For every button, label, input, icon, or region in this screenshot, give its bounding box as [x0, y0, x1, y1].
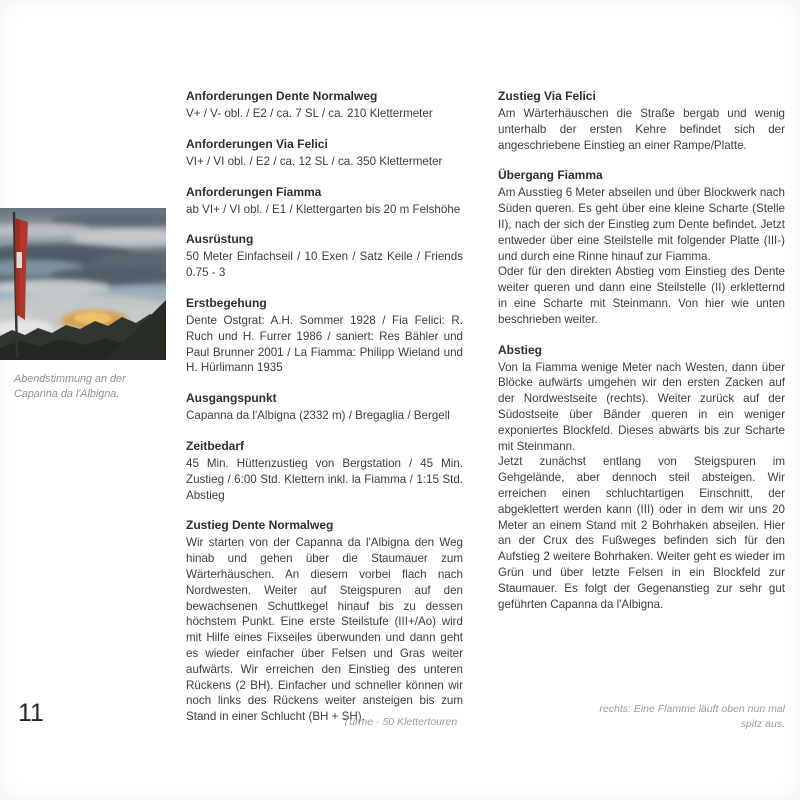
section-paragraph: VI+ / VI obl. / E2 / ca. 12 SL / ca. 350 Klettermeter [186, 154, 443, 168]
section-paragraph: Am Ausstieg 6 Meter abseilen und über Blockwerk nach Süden queren. Es geht über eine kleine Scharte (Stelle II), nach der sich der Einstieg zum Dente befindet. Jetzt entweder über eine Steilstelle mit folgender Platte (III-) und durch eine Rinne hinauf zur Fiamma. [498, 186, 785, 263]
flag-white-cross [17, 252, 23, 268]
photo-caption: Abendstimmung an der Capanna da l'Albigna. [14, 373, 126, 400]
section-ausruestung [186, 231, 463, 281]
section-paragraph: V+ / V- obl. / E2 / ca. 7 SL / ca. 210 Klettermeter [186, 107, 433, 120]
section-anforderungen-dente-normalweg [186, 88, 463, 122]
section-heading: Zustieg Dente Normalweg [186, 518, 334, 533]
section-paragraph: Von la Fiamma wenige Meter nach Westen, dann über Blöcke aufwärts umgehen wir den ersten Zacken auf der Nordwestseite (rechts). Weiter zurück auf der Südostseite über Bänder queren in ein weniger exponiertes Blockfeld. Dieses abwärts bis zur Scharte mit Steinmann. [498, 360, 785, 453]
section-paragraph: 45 Min. Hüttenzustieg von Bergstation / 45 Min. Zustieg / 6:00 Std. Klettern inkl. la Fiamma / 1:15 Std. Abstieg [186, 456, 463, 502]
section-zustieg-via-felici [498, 88, 785, 153]
section-heading: Abstieg [498, 342, 543, 357]
section-ausgangspunkt [186, 390, 463, 424]
section-heading: Zeitbedarf [186, 438, 245, 453]
section-abstieg [498, 342, 785, 613]
column-route-facts [186, 88, 463, 739]
section-anforderungen-fiamma [186, 184, 463, 218]
section-zustieg-dente-normalweg [186, 517, 463, 725]
next-page-photo-caption: rechts: Eine Flamme läuft oben nun mal spitz aus. [599, 703, 785, 730]
section-paragraph: Dente Ostgrat: A.H. Sommer 1928 / Fia Felici: R. Ruch und H. Furrer 1986 / saniert: Res Bähler und Paul Brunner 2001 / La Fiamma: Philipp Wieland und H. Hürlimann 1935 [186, 313, 463, 375]
section-zeitbedarf [186, 438, 463, 503]
section-heading: Ausrüstung [186, 232, 254, 247]
section-paragraph: Am Wärterhäuschen die Straße bergab und wenig unterhalb der ersten Kehre befindet sich der angeschriebene Einstieg an einer Rampe/Platte. [498, 107, 785, 152]
section-erstbegehung [186, 295, 463, 376]
section-heading: Zustieg Via Felici [498, 89, 596, 103]
column-route-description [498, 88, 785, 626]
section-heading: Anforderungen Fiamma [186, 184, 322, 199]
section-paragraph: Capanna da l'Albigna (2332 m) / Bregaglia / Bergell [186, 409, 450, 423]
photo-evening-capanna [0, 208, 166, 360]
section-paragraph: Wir starten von der Capanna da l'Albigna den Weg hinab und gehen über die Staumauer zum Wärterhäuschen. An diesem vorbei flach nach Nordwesten. Weiter auf Steigspuren auf den bewachsenen Schuttkegel hinauf bis zu dessen höchstem Punkt. Eine erste Steilstufe (III+/Ao) wird mit Hilfe eines Fixseiles überwunden und dann geht es wieder einfacher über Felsen und Gras weiter aufwärts. Wir erreichen den Einstieg des unteren Rückens (2 BH). Einfacher und schneller können wir noch links des Rückens weiter ansteigen bis zum Stand in einer Schlucht (BH + SH). [186, 536, 463, 724]
section-heading: Übergang Fiamma [498, 168, 603, 183]
section-anforderungen-via-felici [186, 136, 463, 170]
section-paragraph: Oder für den direkten Abstieg vom Einstieg des Dente weiter queren und dann eine Steilstelle (II) erkletternd in eine Scharte mit Steinmann. Von hier wie unten beschrieben weiter. [498, 265, 785, 326]
section-paragraph: 50 Meter Einfachseil / 10 Exen / Satz Keile / Friends 0.75 - 3 [186, 250, 463, 280]
section-paragraph: ab VI+ / VI obl. / E1 / Klettergarten bis 20 m Felshöhe [186, 202, 461, 216]
section-heading: Anforderungen Dente Normalweg [186, 89, 378, 103]
running-footer-book-title: Türme - 50 Klettertouren [342, 716, 458, 728]
photo-illustration [0, 208, 166, 360]
section-paragraph: Jetzt zunächst entlang von Steigspuren im Gehgelände, aber dennoch steil absteigen. Wir erreichen einen schluchtartigen Einschnitt, der abgeklettert werden kann (III) oder in dem wir uns 20 Meter an einem Stand mit 2 Bohrhaken abseilen. Hier an der Crux des Fußweges befinden sich für den Aufstieg 2 weitere Bohrhaken. Weiter geht es wieder im Grün und über letzte Felsen in ein Blockfeld zur Staumauer. Es folgt der Gegenanstieg zur sehr gut geführten Capanna da l'Albigna. [498, 455, 785, 611]
section-heading: Erstbegehung [186, 295, 267, 310]
section-heading: Anforderungen Via Felici [186, 136, 328, 151]
section-uebergang-fiamma [498, 167, 785, 327]
section-heading: Ausgangspunkt [186, 391, 277, 406]
page-number: 11 [18, 699, 44, 727]
